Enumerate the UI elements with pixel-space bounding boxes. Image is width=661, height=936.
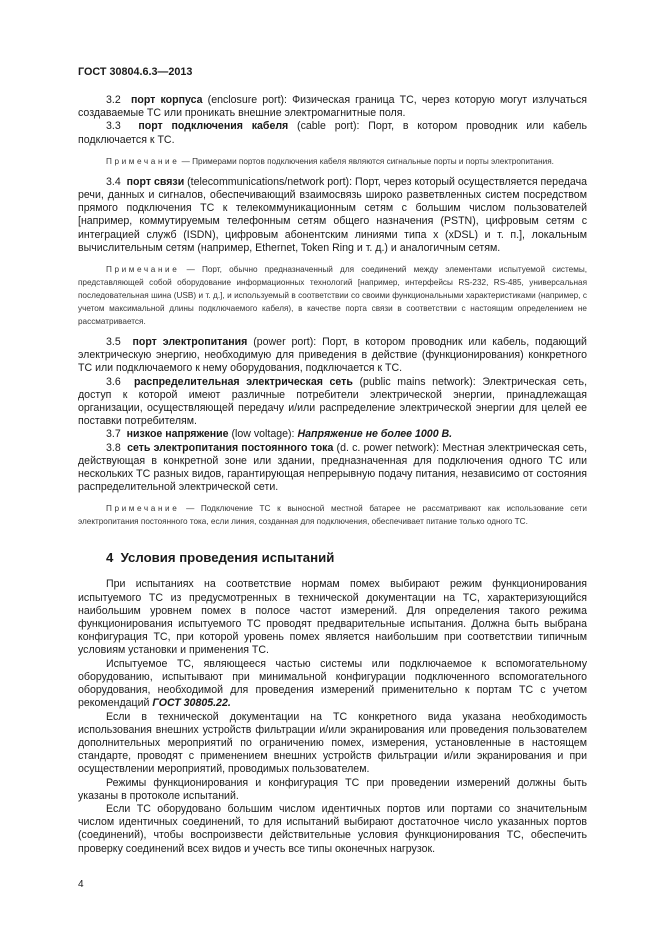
- section-4-paragraph-5: Если ТС оборудовано большим числом идентичных портов или портами со значительным числом идентичных соединений, то для испытаний выбирают достаточное число указанных портов (соединений), чтобы воспроизвести действительные условия функционирования ТС, обеспечить проверку соединений всех видов и учесть все типы оконечных нагрузок.: [78, 802, 587, 855]
- term-3-3: 3.3 порт подключения кабеля (cable port): Порт, в котором проводник или кабель подключается к ТС.: [78, 120, 587, 146]
- term-3-7: 3.7 низкое напряжение (low voltage): Напряжение не более 1000 В.: [106, 428, 453, 441]
- term-3-2: 3.2 порт корпуса (enclosure port): Физическая граница ТС, через которую могут излучаться создаваемые ТС или проникать внешние электромагнитные поля.: [78, 94, 587, 120]
- term-3-8: 3.8 сеть электропитания постоянного тока (d. c. power network): Местная электрическая сеть, действующая в конкретной зоне или здании, предназначенная для подключения одного ТС или нескольких ТС разных видов, гарантирующая непрерывную подачу питания, независимо от состояния распределительной электрической сети.: [78, 441, 588, 494]
- note-3: Примечание — Подключение ТС к выносной местной батарее не рассматривают как использование сети электропитания постоянного тока, если линия, созданная для подключения, обеспечивает питание только одного ТС.: [78, 504, 587, 527]
- section-4-heading: 4 Условия проведения испытаний: [106, 550, 335, 566]
- document-header: ГОСТ 30804.6.3—2013: [78, 66, 193, 78]
- section-4-paragraph-4: Режимы функционирования и конфигурация ТС при проведении измерений должны быть указаны в протоколе испытаний.: [78, 776, 587, 802]
- term-3-6: 3.6 распределительная электрическая сеть (public mains network): Электрическая сеть, доступ к которой имеют различные потребители электрической энергии, принадлежащая организации, осуществляющей передачу и/или распределение электрической энергии для целей ее поставки потребителям.: [78, 375, 588, 428]
- page-number: 4: [78, 878, 84, 890]
- section-4-paragraph-1: При испытаниях на соответствие нормам помех выбирают режим функционирования испытуемого ТС из предусмотренных в технической документации на ТС, характеризующийся наибольшим уровнем помех в полосе частот измерений. Для определения такого режима функционирования испытуемого ТС проводят предварительные испытания. Должна быть выбрана конфигурация ТС, при которой уровень помех является наибольшим при соответствии типичным условиям установки и применения ТС.: [78, 578, 587, 657]
- note-1: Примечание — Примерами портов подключения кабеля являются сигнальные порты и порты электропитания.: [106, 156, 554, 166]
- section-4-paragraph-2: Испытуемое ТС, являющееся частью системы или подключаемое к вспомогательному оборудованию, испытывают при минимальной конфигурации подключенного вспомогательного оборудования, необходимой для проведения измерений применительно к портам ТС с учетом рекомендаций ГОСТ 30805.22.: [78, 657, 587, 710]
- term-3-5: 3.5 порт электропитания (power port): Порт, в котором проводник или кабель, подающий электрическую энергию, необходимую для приведения в действие (функционирования) конкретного ТС или подключаемого к нему оборудования, подключается к ТС.: [78, 336, 587, 375]
- term-3-4: 3.4 порт связи (telecommunications/network port): Порт, через который осуществляется передача речи, данных и сигналов, обеспечивающий взаимосвязь широко разветвленных систем посредством прямого подключения ТС к телекоммуникационным сетям с большим числом пользователей [например, коммутируемым телефонным сетям общего назначения (PSTN), цифровым сетям с интеграцией служб (ISDN), цифровым абонентским линиями типа x (xDSL) и т. п.], локальным вычислительным сетям (например, Ethernet, Token Ring и т. д.) и аналогичным сетям.: [78, 175, 587, 254]
- note-2: Примечание — Порт, обычно предназначенный для соединений между элементами испытуемой системы, представляющей собой оборудование информационных технологий [например, интерфейсы RS-232, RS-485, универсальная последовательная шина (USB) и т. д.], и используемый в соответствии со своими функциональными характеристиками (например, с учетом максимальной длины подключаемого кабеля), в качестве порта связи в соответствии с настоящим определением не рассматривается.: [78, 265, 587, 327]
- section-4-paragraph-3: Если в технической документации на ТС конкретного вида указана необходимость использования внешних устройств фильтрации и/или экранирования или проведения пользователем дополнительных мероприятий по ограничению помех, измерения, установленные в настоящем стандарте, проводят с применением внешних устройств фильтрации и/или экранирования и при осуществлении мероприятий, проводимых пользователем.: [78, 710, 587, 776]
